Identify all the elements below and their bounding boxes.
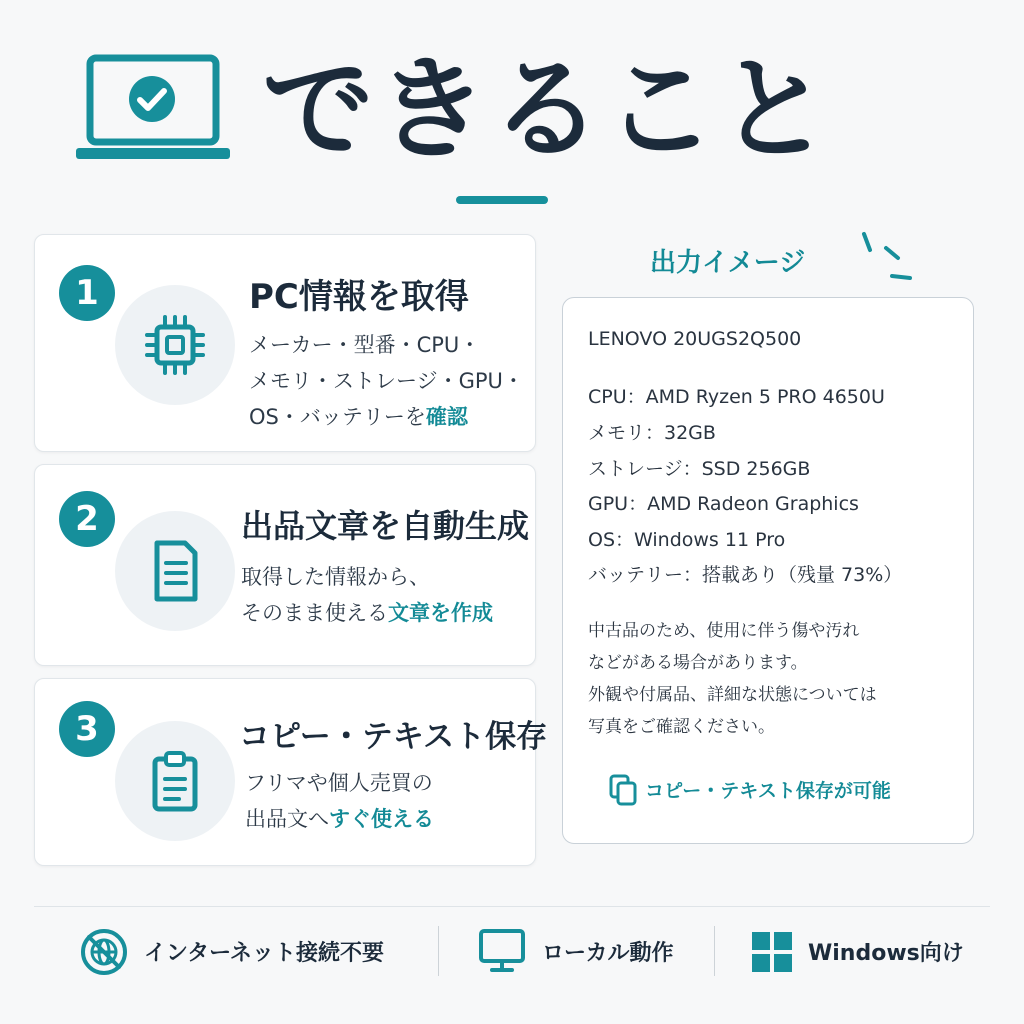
document-icon (143, 539, 207, 603)
footer-label: ローカル動作 (542, 941, 674, 966)
feature-desc-line: 取得した情報から、 (241, 565, 430, 589)
copy-icon (609, 774, 637, 806)
model-name: LENOVO 20UGS2Q500 (588, 328, 802, 350)
feature-desc-line: OS・バッテリーを確認 (249, 405, 468, 429)
feature-desc-line: フリマや個人売買の (245, 771, 433, 795)
icon-background (115, 721, 235, 841)
chip-icon (143, 313, 207, 377)
footer-separator (714, 926, 715, 976)
output-title: 出力イメージ (650, 248, 806, 278)
step-number-3: 3 (59, 701, 115, 757)
copy-feature-label: コピー・テキスト保存が可能 (645, 780, 891, 802)
page-title: できること (262, 45, 832, 175)
windows-logo-icon (752, 932, 792, 972)
spec-line: メモリ：32GB (588, 422, 716, 444)
no-internet-icon (80, 928, 128, 976)
step-number-2: 2 (59, 491, 115, 547)
feature-card-3 (34, 678, 548, 866)
title-underline (456, 196, 548, 204)
clipboard-icon (143, 749, 207, 813)
step-number-1: 1 (59, 265, 115, 321)
spec-line: ストレージ：SSD 256GB (588, 458, 811, 480)
laptop-check-icon (76, 54, 230, 162)
icon-background (115, 285, 235, 405)
note-line: 中古品のため、使用に伴う傷や汚れ (588, 621, 860, 641)
spec-line: バッテリー：搭載あり（残量 73%） (588, 564, 903, 586)
note-line: などがある場合があります。 (588, 653, 808, 673)
feature-desc-line: メモリ・ストレージ・GPU・ (249, 369, 524, 393)
spec-line: OS：Windows 11 Pro (588, 529, 786, 551)
note-line: 外観や付属品、詳細な状態については (588, 685, 877, 705)
monitor-icon (478, 928, 526, 974)
highlight-text: 文章を作成 (388, 601, 493, 625)
spec-line: GPU：AMD Radeon Graphics (588, 493, 859, 515)
feature-title: コピー・テキスト保存 (239, 719, 548, 755)
highlight-text: すぐ使える (329, 807, 434, 831)
feature-title: 出品文章を自動生成 (241, 507, 530, 545)
footer-label: インターネット接続不要 (144, 941, 385, 966)
output-panel (562, 297, 974, 844)
highlight-text: 確認 (425, 405, 468, 429)
note-line: 写真をご確認ください。 (588, 717, 775, 737)
footer-divider (34, 906, 990, 907)
icon-background (115, 511, 235, 631)
feature-card-2 (34, 464, 536, 666)
feature-title: PC情報を取得 (249, 277, 469, 317)
sparkle-lines-icon (858, 230, 918, 286)
feature-desc-line: メーカー・型番・CPU・ (249, 333, 481, 357)
footer-label: Windows向け (808, 941, 964, 966)
footer-separator (438, 926, 439, 976)
feature-card-1 (34, 234, 536, 452)
feature-desc-line: 出品文へすぐ使える (245, 807, 434, 831)
spec-line: CPU：AMD Ryzen 5 PRO 4650U (588, 386, 885, 408)
feature-desc-line: そのまま使える文章を作成 (241, 601, 493, 625)
